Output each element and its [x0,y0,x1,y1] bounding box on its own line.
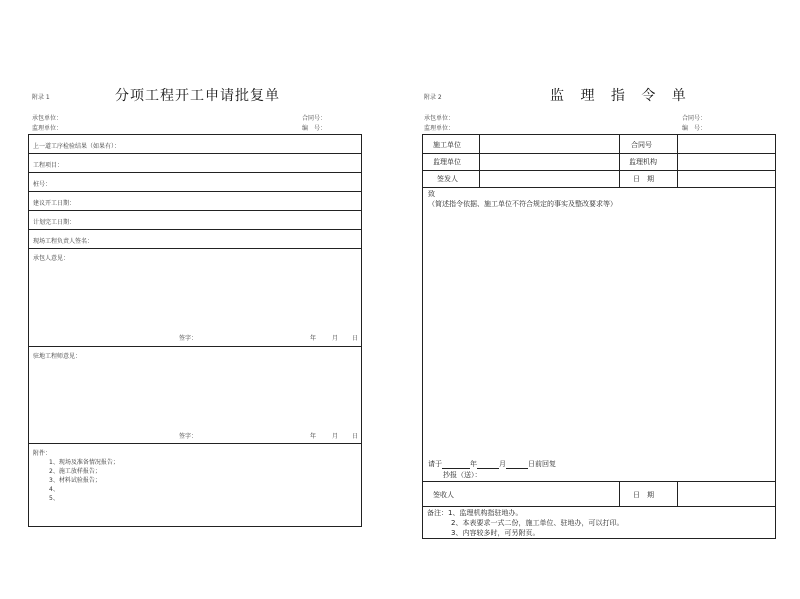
form2-supervision-org-label: 监理机构 [629,158,657,166]
form2-reply-prefix: 请于 [428,460,442,468]
form2-table [422,134,776,539]
form2-note-item: 备注：1、监理机构指驻地办。 [427,509,523,517]
form1-engineer-opinion-label: 驻地工程师意见： [33,353,82,360]
form1-sign-label-2: 签字： [179,433,198,440]
form1-year-2: 年 [310,433,317,440]
form1-title: 分项工程开工申请批复单 [115,88,280,104]
form1-attachment-item: 4、 [49,486,59,493]
form1-engineer-opinion-section [29,347,361,444]
form1-row-project [29,154,361,173]
form2-date-label: 日 期 [633,175,654,183]
form2-reply-suffix: 日前回复 [528,460,556,468]
form2-cc-label: 抄报（送）： [443,471,482,479]
form1-row-prev-inspection [29,135,361,154]
form1-attachments-section [29,444,361,526]
form1-row-planned-start [29,192,361,211]
form2-contract-no-label: 合同号： [682,115,707,122]
form2-receiver-label: 签收人 [433,491,454,499]
form1-row-planned-finish [29,211,361,230]
form1-site-manager-label: 现场工程负责人签名： [33,238,94,245]
form2-reply-month: 月 [499,460,506,468]
form2-reply-year-blank [442,461,470,469]
form1-project-label: 工程项目： [33,162,64,169]
form1-day-1: 日 [352,335,359,342]
form2-issuer-label: 签发人 [437,175,458,183]
form2-reply-line [428,459,556,469]
form1-attachment-item: 3、材料试验报告； [49,477,101,484]
form1-attachment-item: 5、 [49,495,59,502]
form1-appendix: 附录 1 [32,94,50,101]
form1-planned-start-label: 建议开工日期： [33,200,76,207]
form1-attachments-label: 附件： [33,450,52,457]
form2-contract-no-cell-label: 合同号 [631,141,652,149]
form1-contractor-opinion-section [29,249,361,347]
form2-note-item: 2、本表要求一式二份，施工单位、驻地办，可以打印。 [451,519,624,527]
form1-month-1: 月 [332,335,339,342]
form1-contractor-opinion-label: 承包人意见： [33,255,70,262]
form2-note-item: 3、内容较多时，可另附页。 [451,529,540,537]
form1-serial-no-label: 编 号： [302,125,327,132]
form1-planned-finish-label: 计划完工日期： [33,219,76,226]
form2-contractor-label: 承包单位： [424,115,455,122]
form1-attachment-item: 1、现场及准备情况报告； [49,459,119,466]
form2-body-note: （简述指令依据、施工单位不符合规定的事实及整改要求等） [428,200,617,208]
form1-supervision-label: 监理单位： [32,125,63,132]
form1-contractor-label: 承包单位： [32,115,63,122]
form2-to-label: 致 [428,190,435,198]
form1-month-2: 月 [332,433,339,440]
form2-reply-month-blank [477,461,499,469]
form2-construction-unit-label: 施工单位 [433,141,461,149]
form1-sign-label-1: 签字： [179,335,198,342]
form1-row-site-manager [29,230,361,249]
form2-supervision-label: 监理单位： [424,125,455,132]
form2-appendix: 附录 2 [424,94,442,101]
form2-supervision-unit-label: 监理单位 [433,158,461,166]
form1-prev-inspection-label: 上一道工序检验结果（如果有）： [33,143,121,150]
form2-title: 监 理 指 令 单 [550,88,692,104]
form1-contract-no-label: 合同号： [302,115,327,122]
form2-serial-no-label: 编 号： [682,125,707,132]
form1-year-1: 年 [310,335,317,342]
form2-reply-day-blank [506,461,528,469]
form1-pile-no-label: 桩号： [33,181,52,188]
form1-row-pile-no [29,173,361,192]
form1-day-2: 日 [352,433,359,440]
form1-table [28,134,362,527]
form2-date2-label: 日 期 [633,491,654,499]
form1-attachment-item: 2、施工放样报告； [49,468,101,475]
form2-reply-year: 年 [470,460,477,468]
